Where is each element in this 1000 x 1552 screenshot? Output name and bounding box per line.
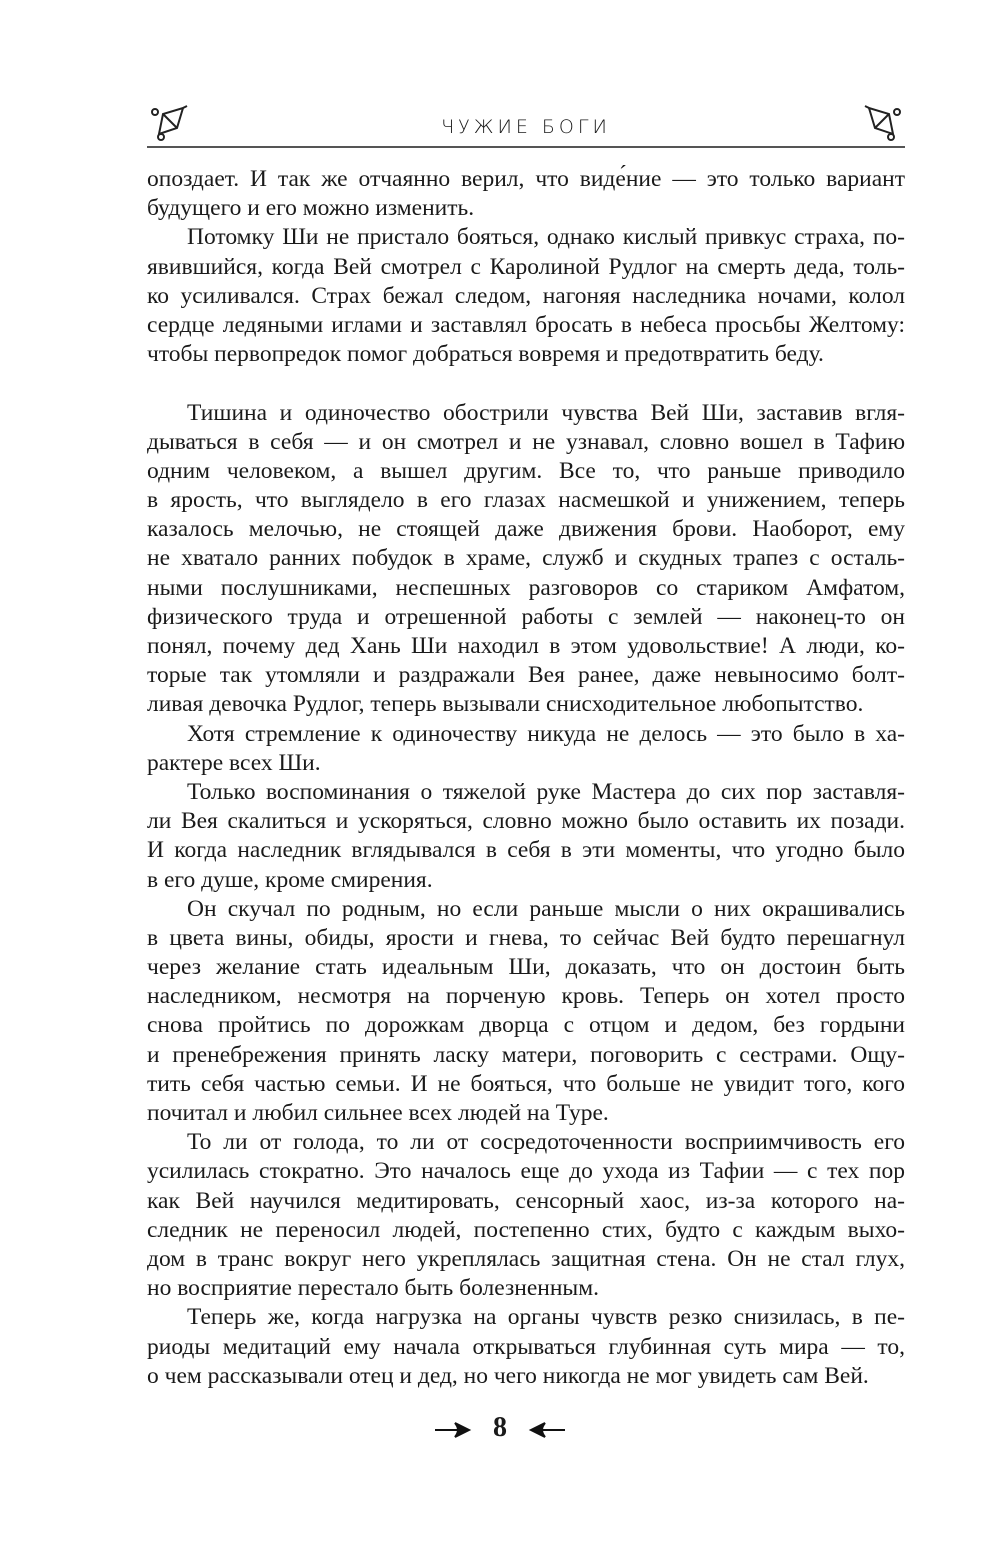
text-line: но восприятие перестало быть болезненным.: [147, 1275, 599, 1302]
text-line: ли Вея скалиться и ускоряться, словно можно было оставить их позади.: [147, 808, 905, 835]
running-header: [147, 100, 905, 148]
text-line: И когда наследник вглядывался в себя в эти моменты, что угодно было: [147, 837, 905, 864]
paragraph: [147, 778, 905, 895]
text-line: явившийся, когда Вей смотрел с Каролиной Рудлог на смерть деда, толь-: [147, 253, 905, 280]
text-line: Тишина и одиночество обострили чувства Вей Ши, заставив вгля-: [187, 399, 905, 426]
paragraph: [147, 1303, 905, 1391]
text-line: в ярость, что выглядело в его глазах насмешкой и унижением, теперь: [147, 487, 905, 514]
text-line: и пренебрежения принять ласку матери, поговорить с сестрами. Ощу-: [147, 1041, 905, 1068]
text-line: одним человеком, а вышел другим. Все то, что раньше приводило: [147, 457, 905, 484]
text-line: чтобы первопредок помог добраться вовремя и предотвратить беду.: [147, 341, 824, 368]
text-line: следник не переносил людей, постепенно стих, будто с каждым выхо-: [147, 1216, 905, 1243]
arrow-left-ornament-icon: [519, 1421, 565, 1439]
text-line: торые так утомляли и раздражали Вея ранее, даже невыносимо болт-: [147, 662, 905, 689]
text-line: ко усиливался. Страх бежал следом, нагоняя наследника ночами, колол: [147, 282, 905, 309]
paragraph: [147, 223, 905, 369]
text-line: дываться в себя — и он смотрел и не узнавал, словно вошел в Тафию: [147, 428, 905, 455]
text-line: дом в транс вокруг него укреплялась защитная стена. Он не стал глух,: [147, 1245, 905, 1272]
text-line: Хотя стремление к одиночеству никуда не делось — это было в ха-: [187, 720, 905, 747]
text-line: понял, почему дед Хань Ши находил в этом удовольствие! А люди, ко-: [147, 633, 905, 659]
text-line: ными послушниками, неспешных разговоров со стариком Амфатом,: [147, 574, 905, 601]
text-line: риоды медитаций ему начала открываться глубинная суть мира — то,: [147, 1333, 905, 1360]
text-line: рактере всех Ши.: [147, 749, 321, 776]
text-line: Потомку Ши не пристало бояться, однако кислый привкус страха, по-: [187, 224, 905, 251]
corner-ornament-icon: [863, 104, 903, 142]
text-line: как Вей научился медитировать, сенсорный хаос, из-за которого на-: [147, 1187, 905, 1214]
book-title: ЧУЖИЕ БОГИ: [441, 116, 611, 138]
paragraph: [147, 720, 905, 778]
page-number: 8: [493, 1412, 507, 1443]
text-line: будущего и его можно изменить.: [147, 195, 475, 222]
text-line: То ли от голода, то ли от сосредоточенности восприимчивость его: [187, 1129, 905, 1156]
text-line: не хватало ранних побудок в храме, служб и скудных трапез с осталь-: [147, 545, 905, 572]
text-line: казалось мелочью, не стоящей даже движения брови. Наоборот, ему: [147, 516, 905, 543]
arrow-right-ornament-icon: [435, 1421, 481, 1439]
text-line: наследником, несмотря на порченую кровь. Теперь он хотел просто: [147, 983, 905, 1010]
text-line: физического труда и отрешенной работы с землей — наконец-то он: [147, 603, 905, 630]
text-line: опоздает. И так же отчаянно верил, что виде́ние — это только вариант: [147, 166, 905, 192]
text-line: тить себя частью семьи. И не бояться, что больше не увидит того, кого: [147, 1070, 905, 1097]
text-line: в цвета вины, обиды, ярости и гнева, то сейчас Вей будто перешагнул: [147, 924, 905, 951]
text-line: в его душе, кроме смирения.: [147, 866, 433, 893]
text-line: сердце ледяными иглами и заставлял бросать в небеса просьбы Желтому:: [147, 311, 905, 338]
page-footer: [0, 1412, 1000, 1444]
paragraph: [147, 1128, 905, 1303]
paragraph: [147, 399, 905, 720]
text-line: о чем рассказывали отец и дед, но чего никогда не мог увидеть сам Вей.: [147, 1362, 869, 1389]
text-line: через желание стать идеальным Ши, доказать, что он достоин быть: [147, 954, 905, 981]
paragraph: [147, 895, 905, 1129]
text-line: Теперь же, когда нагрузка на органы чувств резко снизилась, в пе-: [187, 1304, 905, 1331]
text-line: Только воспоминания о тяжелой руке Мастера до сих пор заставля-: [187, 778, 905, 805]
paragraph: [147, 165, 905, 223]
text-line: усилилась стократно. Это началось еще до ухода из Тафии — с тех пор: [147, 1158, 905, 1185]
body-text: [147, 165, 905, 1391]
text-line: снова пройтись по дорожкам дворца с отцом и дедом, без гордыни: [147, 1012, 905, 1039]
text-line: Он скучал по родным, но если раньше мысли о них окрашивались: [187, 895, 905, 922]
text-line: ливая девочка Рудлог, теперь вызывали снисходительное любопытство.: [147, 691, 864, 718]
section-break: [147, 369, 905, 398]
text-line: почитал и любил сильнее всех людей на Туре.: [147, 1100, 609, 1126]
